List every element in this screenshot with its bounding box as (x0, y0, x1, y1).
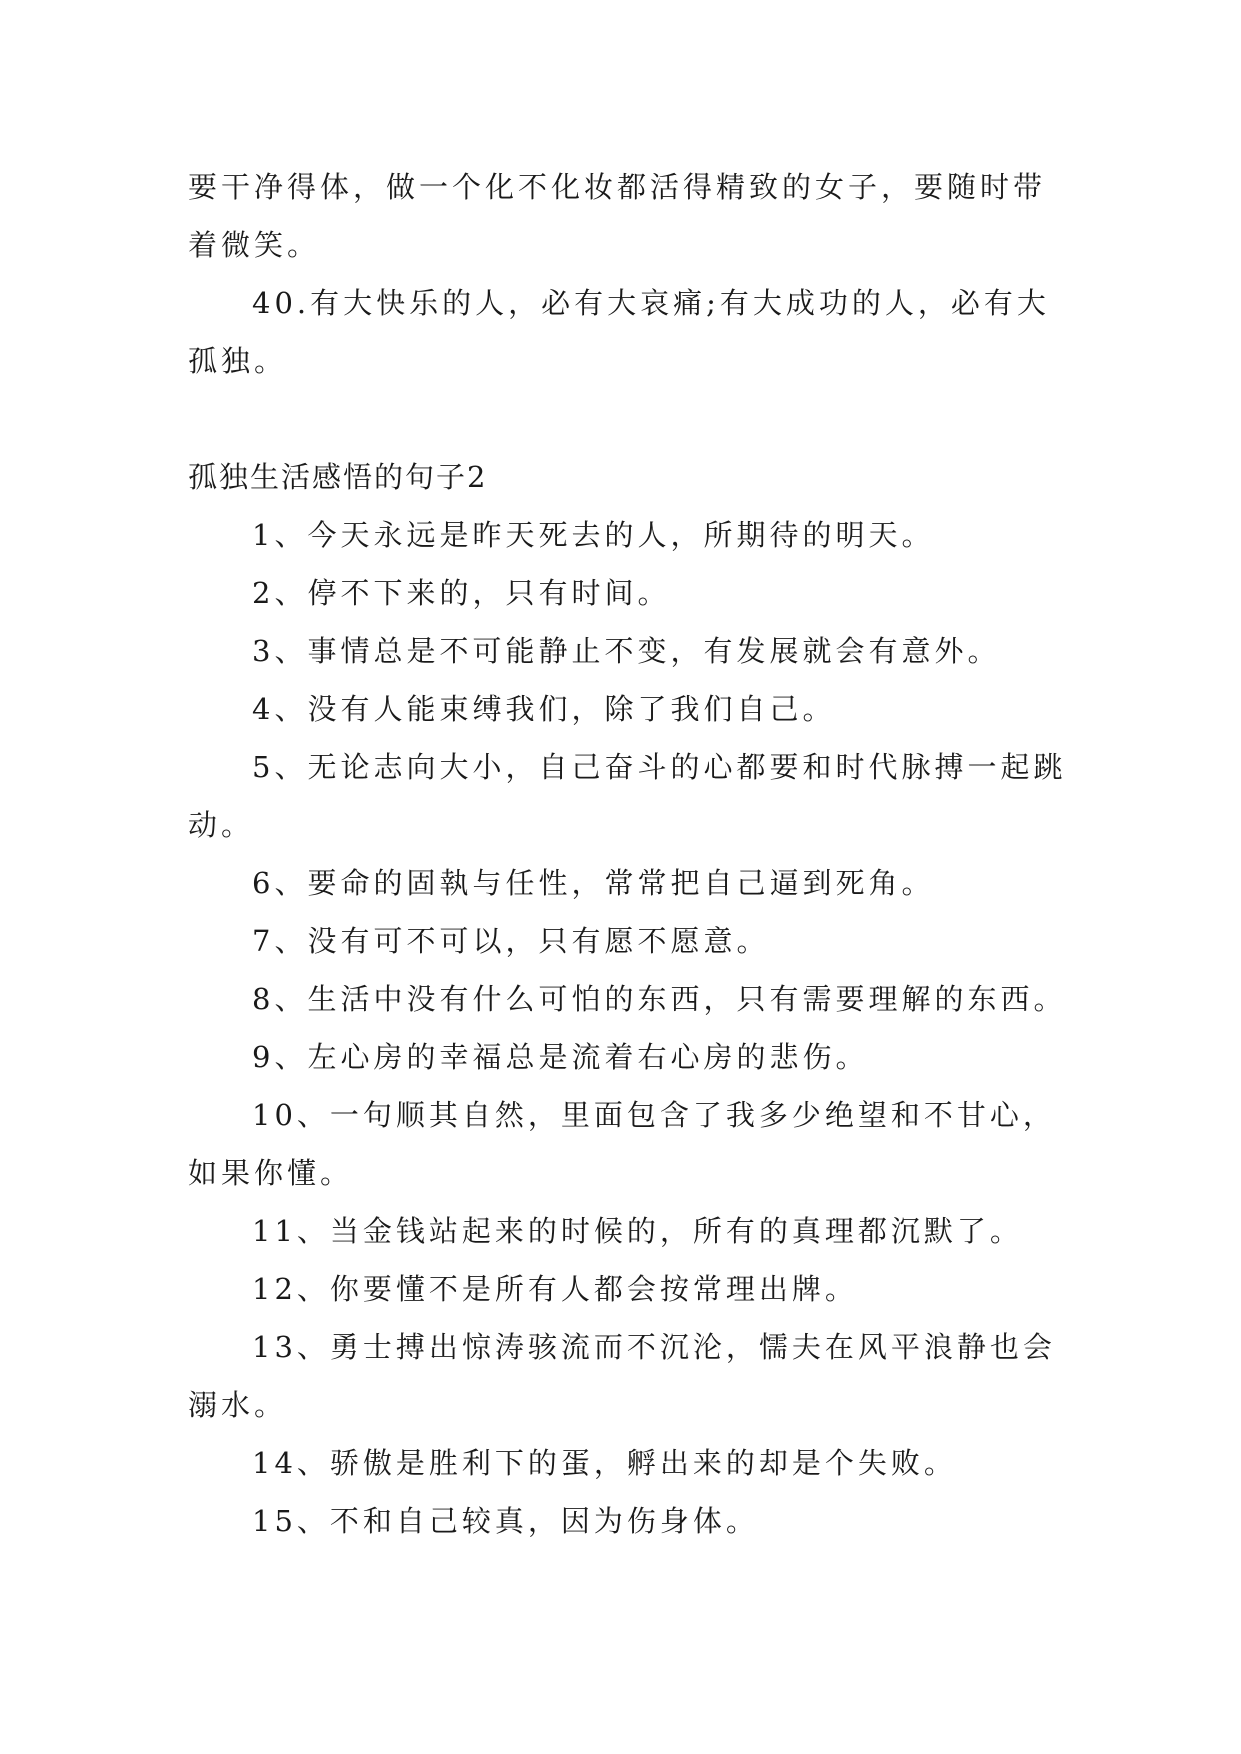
quote-item-40: 40.有大快乐的人，必有大哀痛;有大成功的人，必有大孤独。 (188, 286, 1050, 378)
intro-continuation: 要干净得体，做一个化不化妆都活得精致的女子，要随时带着微笑。 (188, 170, 1047, 262)
quote-item: 2、停不下来的，只有时间。 (252, 576, 671, 610)
quote-item: 7、没有可不可以，只有愿不愿意。 (252, 924, 770, 958)
quote-item: 3、事情总是不可能静止不变，有发展就会有意外。 (252, 634, 1001, 668)
quote-item: 1、今天永远是昨天死去的人，所期待的明天。 (252, 518, 935, 552)
quote-item: 14、骄傲是胜利下的蛋，孵出来的却是个失败。 (252, 1446, 957, 1480)
quote-item: 11、当金钱站起来的时候的，所有的真理都沉默了。 (252, 1214, 1023, 1248)
quote-item: 5、无论志向大小，自己奋斗的心都要和时代脉搏一起跳动。 (188, 750, 1067, 842)
section-heading: 孤独生活感悟的句子2 (188, 460, 488, 494)
quote-item: 4、没有人能束缚我们，除了我们自己。 (252, 692, 836, 726)
quote-item: 12、你要懂不是所有人都会按常理出牌。 (252, 1272, 858, 1306)
quote-item: 10、一句顺其自然，里面包含了我多少绝望和不甘心，如果你懂。 (188, 1098, 1056, 1190)
quote-item: 13、勇士搏出惊涛骇流而不沉沦，懦夫在风平浪静也会溺水。 (188, 1330, 1056, 1422)
document-body (188, 158, 1068, 1550)
quote-item: 15、不和自己较真，因为伤身体。 (252, 1504, 759, 1538)
quote-item: 9、左心房的幸福总是流着右心房的悲伤。 (252, 1040, 869, 1074)
quote-item: 8、生活中没有什么可怕的东西，只有需要理解的东西。 (252, 982, 1067, 1016)
quote-item: 6、要命的固執与任性，常常把自己逼到死角。 (252, 866, 935, 900)
